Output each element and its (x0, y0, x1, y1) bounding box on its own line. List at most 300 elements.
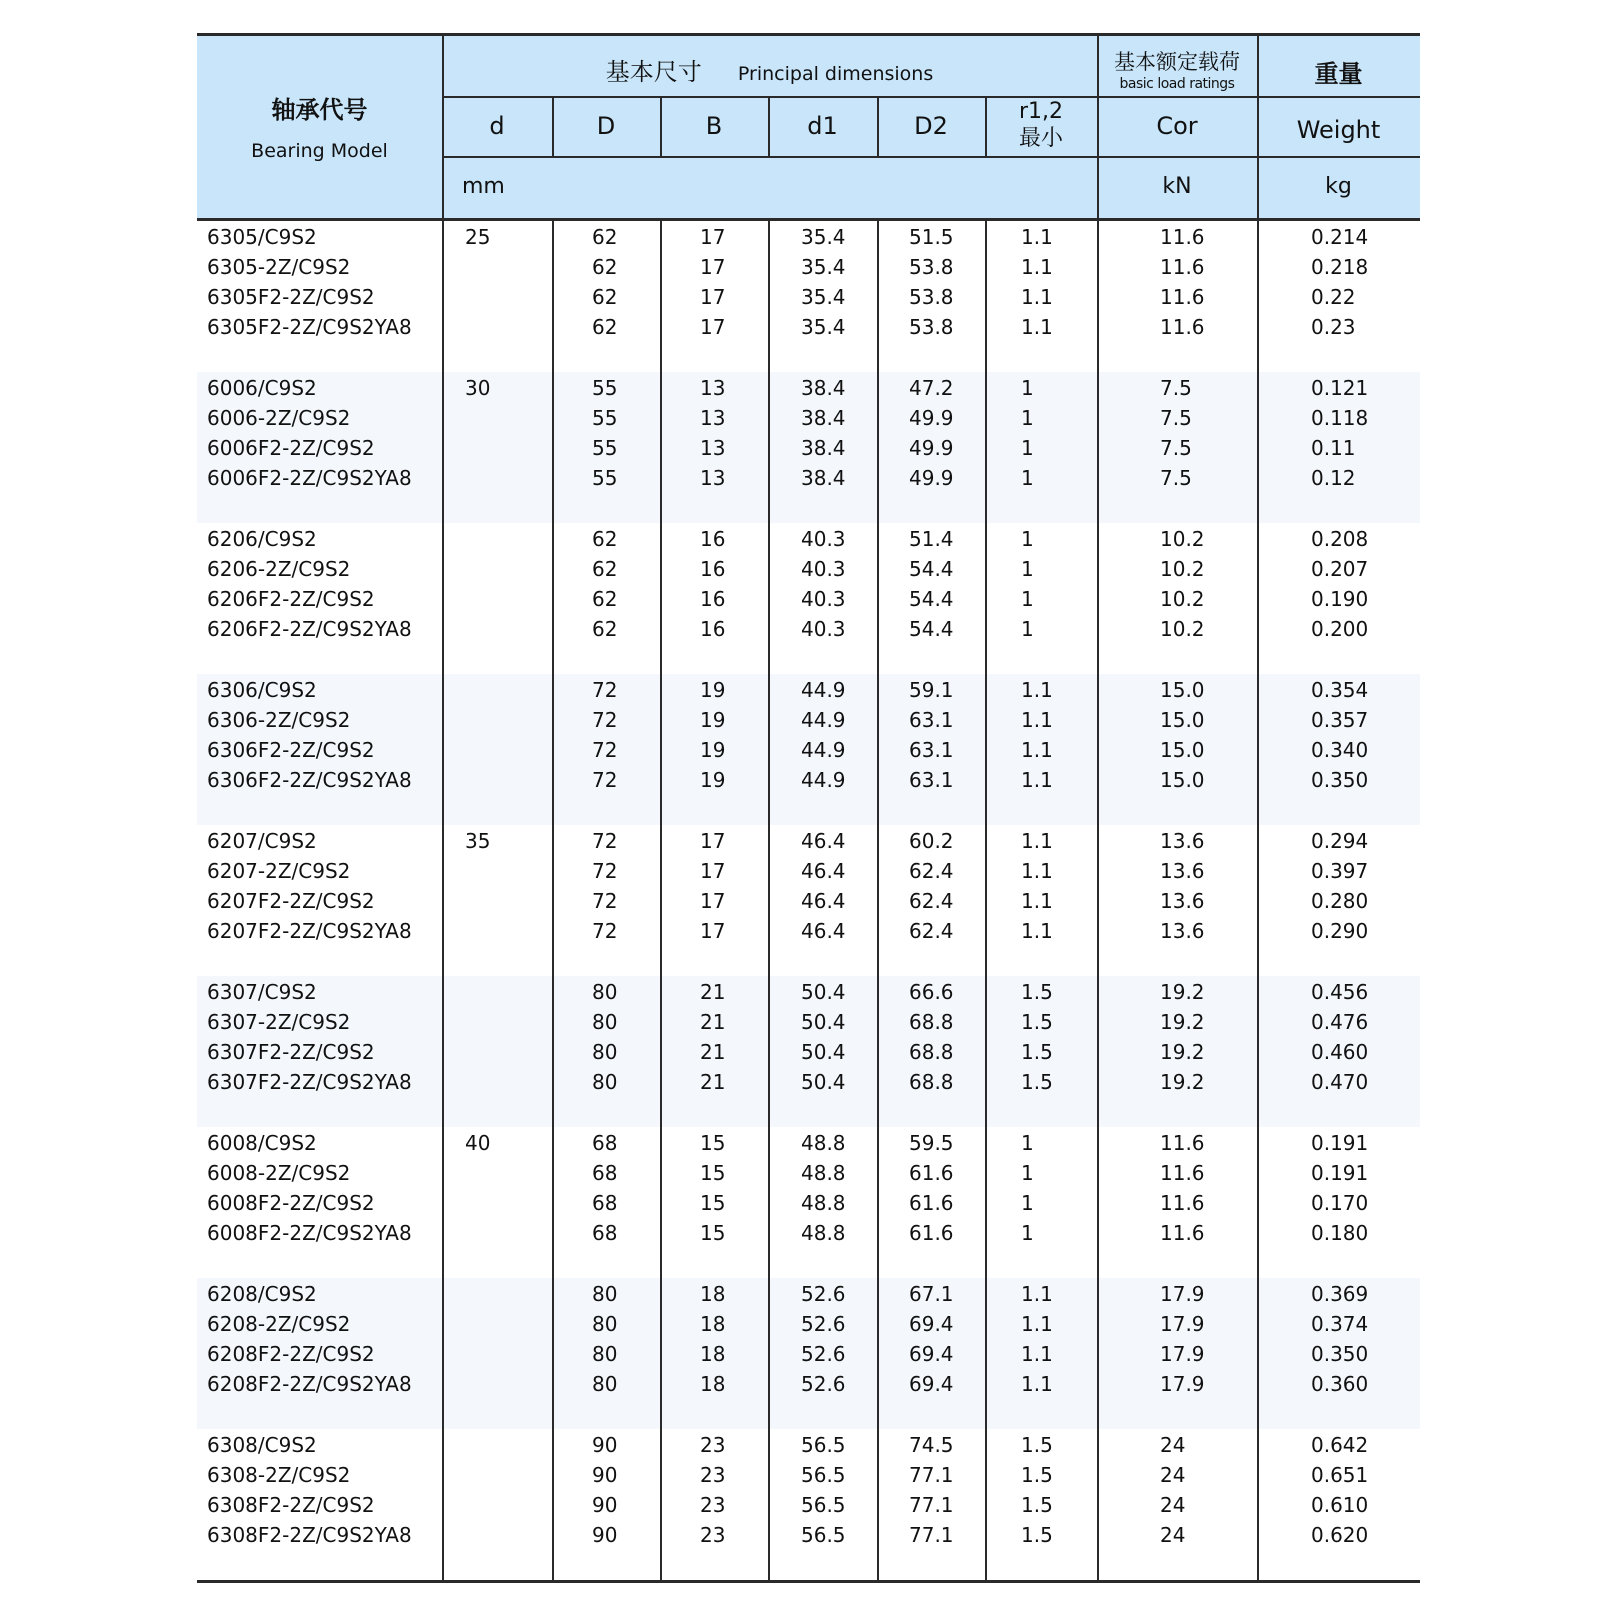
cell-B: 21 (700, 1070, 726, 1094)
cell-D2: 69.4 (909, 1312, 954, 1336)
cell-r: 1.1 (1021, 315, 1053, 339)
table-row (197, 1007, 1420, 1037)
cell-d1: 48.8 (801, 1131, 846, 1155)
table-row (197, 554, 1420, 584)
cell-B: 17 (700, 225, 726, 249)
unit-mm: mm (462, 174, 505, 199)
cell-B: 18 (700, 1342, 726, 1366)
cell-D: 80 (592, 1010, 618, 1034)
table-row (197, 1460, 1420, 1490)
cell-D: 80 (592, 1312, 618, 1336)
cell-weight: 0.12 (1311, 466, 1356, 490)
cell-D: 80 (592, 1070, 618, 1094)
column-divider (768, 221, 770, 1580)
cell-B: 21 (700, 980, 726, 1004)
cell-D2: 61.6 (909, 1191, 954, 1215)
cell-D: 80 (592, 1040, 618, 1064)
cell-weight: 0.460 (1311, 1040, 1369, 1064)
cell-d1: 56.5 (801, 1433, 846, 1457)
cell-cor: 13.6 (1160, 889, 1205, 913)
cell-B: 23 (700, 1523, 726, 1547)
cell-weight: 0.470 (1311, 1070, 1369, 1094)
cell-weight: 0.456 (1311, 980, 1369, 1004)
cell-d1: 40.3 (801, 617, 846, 641)
cell-D2: 63.1 (909, 708, 954, 732)
table-row (197, 705, 1420, 735)
cell-model: 6008-2Z/C9S2 (207, 1161, 351, 1185)
unit-kn: kN (1162, 174, 1192, 199)
cell-cor: 13.6 (1160, 859, 1205, 883)
cell-d1: 35.4 (801, 285, 846, 309)
cell-B: 23 (700, 1433, 726, 1457)
cell-weight: 0.22 (1311, 285, 1356, 309)
cell-weight: 0.340 (1311, 738, 1369, 762)
cell-cor: 13.6 (1160, 829, 1205, 853)
cell-r: 1 (1021, 466, 1034, 490)
cell-cor: 10.2 (1160, 527, 1205, 551)
cell-model: 6305F2-2Z/C9S2 (207, 285, 375, 309)
table-row (197, 1309, 1420, 1339)
cell-D: 72 (592, 829, 618, 853)
cell-D2: 59.5 (909, 1131, 954, 1155)
bearing-spec-table (197, 33, 1420, 1580)
cell-model: 6307/C9S2 (207, 980, 317, 1004)
table-row (197, 282, 1420, 312)
cell-d1: 40.3 (801, 557, 846, 581)
cell-d1: 46.4 (801, 889, 846, 913)
cell-weight: 0.200 (1311, 617, 1369, 641)
cell-B: 17 (700, 889, 726, 913)
bearing-group (197, 1278, 1420, 1429)
cell-model: 6308/C9S2 (207, 1433, 317, 1457)
cell-d (465, 524, 515, 554)
cell-r: 1.1 (1021, 1342, 1053, 1366)
table-row (197, 614, 1420, 644)
cell-model: 6208F2-2Z/C9S2YA8 (207, 1372, 412, 1396)
cell-weight: 0.23 (1311, 315, 1356, 339)
column-divider (1097, 221, 1099, 1580)
cell-cor: 10.2 (1160, 557, 1205, 581)
cell-cor: 17.9 (1160, 1342, 1205, 1366)
table-row (197, 1188, 1420, 1218)
table-row (197, 1520, 1420, 1550)
cell-cor: 24 (1160, 1523, 1186, 1547)
cell-d (465, 675, 515, 705)
cell-weight: 0.476 (1311, 1010, 1369, 1034)
cell-cor: 11.6 (1160, 1131, 1205, 1155)
cell-d1: 44.9 (801, 708, 846, 732)
cell-d1: 35.4 (801, 255, 846, 279)
cell-D: 68 (592, 1191, 618, 1215)
model-header-en: Bearing Model (251, 140, 388, 162)
cell-r: 1.1 (1021, 859, 1053, 883)
cell-weight: 0.651 (1311, 1463, 1369, 1487)
cell-d1: 48.8 (801, 1161, 846, 1185)
cell-r: 1.1 (1021, 768, 1053, 792)
cell-model: 6306F2-2Z/C9S2 (207, 738, 375, 762)
cell-r: 1.1 (1021, 889, 1053, 913)
cell-D2: 53.8 (909, 315, 954, 339)
bearing-group (197, 221, 1420, 372)
cell-D: 62 (592, 255, 618, 279)
cell-r: 1 (1021, 376, 1034, 400)
cell-weight: 0.642 (1311, 1433, 1369, 1457)
cell-d1: 50.4 (801, 1070, 846, 1094)
cell-r: 1.1 (1021, 1372, 1053, 1396)
cell-D: 62 (592, 617, 618, 641)
cell-model: 6006F2-2Z/C9S2YA8 (207, 466, 412, 490)
unit-kg: kg (1325, 174, 1352, 199)
table-row (197, 1430, 1420, 1460)
cell-d1: 56.5 (801, 1463, 846, 1487)
cell-D2: 49.9 (909, 466, 954, 490)
cell-model: 6207-2Z/C9S2 (207, 859, 351, 883)
cell-model: 6307F2-2Z/C9S2 (207, 1040, 375, 1064)
cell-D2: 77.1 (909, 1463, 954, 1487)
table-header (197, 33, 1420, 221)
cell-cor: 15.0 (1160, 708, 1205, 732)
cell-r: 1.1 (1021, 678, 1053, 702)
table-row (197, 765, 1420, 795)
cell-model: 6206F2-2Z/C9S2 (207, 587, 375, 611)
cell-D: 90 (592, 1463, 618, 1487)
cell-cor: 7.5 (1160, 376, 1192, 400)
cell-model: 6207F2-2Z/C9S2 (207, 889, 375, 913)
cell-model: 6308-2Z/C9S2 (207, 1463, 351, 1487)
cell-cor: 11.6 (1160, 1191, 1205, 1215)
cell-B: 18 (700, 1372, 726, 1396)
cell-d1: 46.4 (801, 829, 846, 853)
cell-r: 1.1 (1021, 225, 1053, 249)
cell-D2: 60.2 (909, 829, 954, 853)
cell-d1: 50.4 (801, 1010, 846, 1034)
cell-B: 13 (700, 466, 726, 490)
cell-cor: 24 (1160, 1463, 1186, 1487)
cell-weight: 0.620 (1311, 1523, 1369, 1547)
cell-D2: 61.6 (909, 1221, 954, 1245)
table-row (197, 403, 1420, 433)
cell-weight: 0.397 (1311, 859, 1369, 883)
cell-model: 6208-2Z/C9S2 (207, 1312, 351, 1336)
cell-D: 62 (592, 315, 618, 339)
cell-weight: 0.190 (1311, 587, 1369, 611)
cell-r: 1.5 (1021, 1040, 1053, 1064)
cell-D: 80 (592, 1282, 618, 1306)
weight-header-cn: 重量 (1314, 60, 1363, 88)
cell-cor: 7.5 (1160, 466, 1192, 490)
cell-cor: 15.0 (1160, 768, 1205, 792)
cell-B: 19 (700, 738, 726, 762)
cell-d1: 44.9 (801, 678, 846, 702)
cell-d1: 46.4 (801, 859, 846, 883)
cell-D2: 69.4 (909, 1342, 954, 1366)
cell-B: 15 (700, 1221, 726, 1245)
cell-weight: 0.207 (1311, 557, 1369, 581)
cell-D2: 59.1 (909, 678, 954, 702)
cell-cor: 15.0 (1160, 678, 1205, 702)
cell-D2: 54.4 (909, 557, 954, 581)
col-D2: D2 (914, 112, 948, 140)
cell-d1: 40.3 (801, 587, 846, 611)
cell-B: 21 (700, 1010, 726, 1034)
cell-D2: 47.2 (909, 376, 954, 400)
column-divider (660, 221, 662, 1580)
cell-D: 90 (592, 1433, 618, 1457)
cell-B: 17 (700, 919, 726, 943)
cell-cor: 17.9 (1160, 1282, 1205, 1306)
cell-weight: 0.214 (1311, 225, 1369, 249)
bearing-group (197, 523, 1420, 674)
cell-D2: 61.6 (909, 1161, 954, 1185)
cell-d: 40 (465, 1131, 491, 1155)
cell-r: 1 (1021, 436, 1034, 460)
cell-D2: 68.8 (909, 1010, 954, 1034)
cell-weight: 0.191 (1311, 1131, 1369, 1155)
cell-d1: 48.8 (801, 1221, 846, 1245)
cell-model: 6008F2-2Z/C9S2YA8 (207, 1221, 412, 1245)
cell-D: 62 (592, 557, 618, 581)
load-header-en: basic load ratings (1119, 76, 1235, 92)
cell-cor: 11.6 (1160, 255, 1205, 279)
col-cor: Cor (1156, 112, 1198, 140)
cell-B: 17 (700, 829, 726, 853)
table-row (197, 735, 1420, 765)
cell-cor: 7.5 (1160, 436, 1192, 460)
cell-d1: 52.6 (801, 1282, 846, 1306)
cell-model: 6308F2-2Z/C9S2 (207, 1493, 375, 1517)
cell-D: 62 (592, 527, 618, 551)
cell-B: 16 (700, 617, 726, 641)
cell-d1: 44.9 (801, 738, 846, 762)
col-d: d (489, 112, 505, 140)
cell-model: 6206-2Z/C9S2 (207, 557, 351, 581)
cell-cor: 19.2 (1160, 1010, 1205, 1034)
cell-d1: 50.4 (801, 1040, 846, 1064)
cell-d1: 56.5 (801, 1523, 846, 1547)
cell-cor: 7.5 (1160, 406, 1192, 430)
table-row (197, 252, 1420, 282)
cell-d1: 35.4 (801, 225, 846, 249)
cell-d1: 48.8 (801, 1191, 846, 1215)
cell-D: 72 (592, 678, 618, 702)
cell-weight: 0.354 (1311, 678, 1369, 702)
cell-model: 6008/C9S2 (207, 1131, 317, 1155)
table-row (197, 916, 1420, 946)
table-row (197, 312, 1420, 342)
header-divider (442, 156, 1420, 158)
cell-model: 6008F2-2Z/C9S2 (207, 1191, 375, 1215)
cell-model: 6006F2-2Z/C9S2 (207, 436, 375, 460)
cell-D2: 49.9 (909, 406, 954, 430)
cell-r: 1.1 (1021, 708, 1053, 732)
cell-r: 1 (1021, 1131, 1034, 1155)
cell-D2: 77.1 (909, 1523, 954, 1547)
cell-B: 17 (700, 255, 726, 279)
cell-r: 1.1 (1021, 1312, 1053, 1336)
cell-D2: 63.1 (909, 768, 954, 792)
cell-D2: 53.8 (909, 285, 954, 309)
col-r-line2: 最小 (1018, 126, 1063, 151)
cell-model: 6207/C9S2 (207, 829, 317, 853)
table-row (197, 584, 1420, 614)
cell-D: 55 (592, 436, 618, 460)
bearing-group (197, 1127, 1420, 1278)
cell-r: 1 (1021, 617, 1034, 641)
dims-header-en: Principal dimensions (737, 63, 934, 85)
cell-D2: 53.8 (909, 255, 954, 279)
table-row (197, 1279, 1420, 1309)
load-header-cn: 基本额定载荷 (1114, 50, 1240, 74)
cell-D: 72 (592, 889, 618, 913)
cell-B: 15 (700, 1131, 726, 1155)
cell-r: 1 (1021, 1191, 1034, 1215)
cell-d1: 56.5 (801, 1493, 846, 1517)
cell-D: 90 (592, 1493, 618, 1517)
cell-D: 68 (592, 1221, 618, 1245)
cell-d: 35 (465, 829, 491, 853)
col-r (985, 98, 1097, 152)
cell-d1: 44.9 (801, 768, 846, 792)
cell-D2: 63.1 (909, 738, 954, 762)
cell-cor: 13.6 (1160, 919, 1205, 943)
cell-r: 1.1 (1021, 285, 1053, 309)
cell-r: 1.1 (1021, 1282, 1053, 1306)
column-divider (442, 221, 444, 1580)
cell-d1: 50.4 (801, 980, 846, 1004)
cell-B: 23 (700, 1463, 726, 1487)
col-d1: d1 (807, 112, 838, 140)
cell-d (465, 977, 515, 1007)
cell-model: 6306/C9S2 (207, 678, 317, 702)
cell-D2: 54.4 (909, 617, 954, 641)
cell-model: 6208/C9S2 (207, 1282, 317, 1306)
cell-model: 6305F2-2Z/C9S2YA8 (207, 315, 412, 339)
cell-d1: 38.4 (801, 406, 846, 430)
cell-r: 1.5 (1021, 1070, 1053, 1094)
cell-D2: 68.8 (909, 1070, 954, 1094)
cell-B: 19 (700, 768, 726, 792)
cell-D: 72 (592, 859, 618, 883)
cell-model: 6307F2-2Z/C9S2YA8 (207, 1070, 412, 1094)
bearing-group (197, 372, 1420, 523)
cell-d1: 38.4 (801, 466, 846, 490)
cell-cor: 24 (1160, 1493, 1186, 1517)
cell-B: 17 (700, 859, 726, 883)
cell-D: 68 (592, 1131, 618, 1155)
cell-d: 25 (465, 225, 491, 249)
cell-r: 1 (1021, 587, 1034, 611)
cell-D: 68 (592, 1161, 618, 1185)
column-divider (877, 221, 879, 1580)
cell-r: 1.5 (1021, 1433, 1053, 1457)
cell-D: 90 (592, 1523, 618, 1547)
cell-D2: 62.4 (909, 889, 954, 913)
cell-B: 17 (700, 315, 726, 339)
cell-r: 1.1 (1021, 738, 1053, 762)
cell-cor: 24 (1160, 1433, 1186, 1457)
cell-D: 72 (592, 738, 618, 762)
table-row (197, 826, 1420, 856)
cell-D: 62 (592, 285, 618, 309)
cell-model: 6306-2Z/C9S2 (207, 708, 351, 732)
cell-model: 6305/C9S2 (207, 225, 317, 249)
cell-B: 23 (700, 1493, 726, 1517)
cell-r: 1.1 (1021, 919, 1053, 943)
cell-r: 1 (1021, 557, 1034, 581)
cell-D2: 51.4 (909, 527, 954, 551)
column-divider (985, 221, 987, 1580)
col-weight: Weight (1296, 116, 1381, 144)
cell-cor: 11.6 (1160, 225, 1205, 249)
cell-weight: 0.610 (1311, 1493, 1369, 1517)
table-bottom-rule (197, 1580, 1420, 1583)
table-row (197, 222, 1420, 252)
cell-D: 80 (592, 1342, 618, 1366)
table-row (197, 1037, 1420, 1067)
cell-B: 17 (700, 285, 726, 309)
cell-cor: 17.9 (1160, 1372, 1205, 1396)
cell-d1: 52.6 (801, 1312, 846, 1336)
cell-d: 30 (465, 376, 491, 400)
cell-model: 6006-2Z/C9S2 (207, 406, 351, 430)
cell-d1: 46.4 (801, 919, 846, 943)
cell-model: 6206F2-2Z/C9S2YA8 (207, 617, 412, 641)
cell-B: 18 (700, 1282, 726, 1306)
cell-r: 1 (1021, 406, 1034, 430)
cell-cor: 19.2 (1160, 980, 1205, 1004)
table-row (197, 524, 1420, 554)
cell-D: 55 (592, 406, 618, 430)
cell-D2: 49.9 (909, 436, 954, 460)
cell-D2: 62.4 (909, 919, 954, 943)
table-row (197, 1128, 1420, 1158)
cell-weight: 0.294 (1311, 829, 1369, 853)
bearing-group (197, 825, 1420, 976)
cell-cor: 15.0 (1160, 738, 1205, 762)
cell-d1: 38.4 (801, 436, 846, 460)
cell-B: 13 (700, 406, 726, 430)
table-row (197, 977, 1420, 1007)
cell-D: 55 (592, 466, 618, 490)
cell-model: 6006/C9S2 (207, 376, 317, 400)
cell-weight: 0.280 (1311, 889, 1369, 913)
table-row (197, 433, 1420, 463)
col-B: B (705, 112, 723, 140)
cell-r: 1.5 (1021, 980, 1053, 1004)
column-divider (1257, 221, 1259, 1580)
cell-B: 19 (700, 708, 726, 732)
table-row (197, 856, 1420, 886)
cell-r: 1 (1021, 1161, 1034, 1185)
cell-weight: 0.11 (1311, 436, 1356, 460)
cell-B: 19 (700, 678, 726, 702)
cell-D: 80 (592, 980, 618, 1004)
cell-B: 16 (700, 587, 726, 611)
header-divider (442, 96, 1420, 98)
cell-D2: 69.4 (909, 1372, 954, 1396)
cell-weight: 0.360 (1311, 1372, 1369, 1396)
cell-r: 1.1 (1021, 255, 1053, 279)
cell-d1: 40.3 (801, 527, 846, 551)
cell-weight: 0.208 (1311, 527, 1369, 551)
table-row (197, 1339, 1420, 1369)
cell-D: 72 (592, 708, 618, 732)
table-row (197, 463, 1420, 493)
cell-D2: 66.6 (909, 980, 954, 1004)
cell-D2: 62.4 (909, 859, 954, 883)
table-row (197, 1067, 1420, 1097)
cell-B: 15 (700, 1191, 726, 1215)
